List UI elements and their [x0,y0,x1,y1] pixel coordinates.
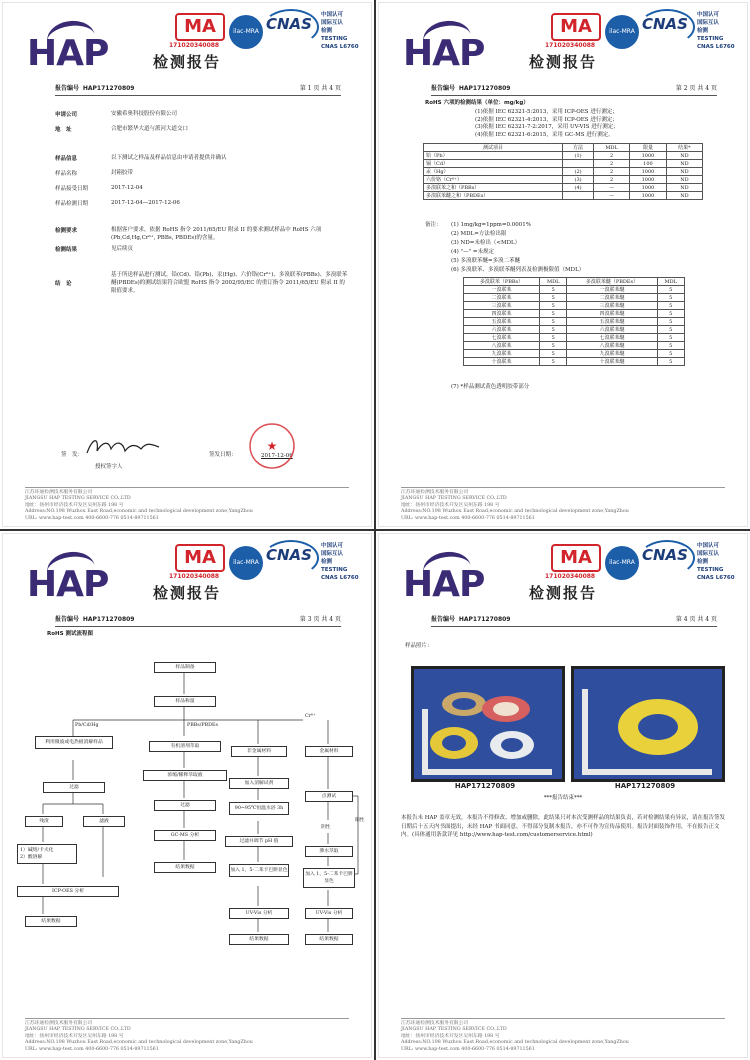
cnas-side-text: 中国认可 国际互认 检测 TESTING CNAS L6760 [697,543,735,581]
cnas-logo: CNAS [642,15,688,33]
flow-metal: 金属材料 [305,746,353,757]
tape-rolls-icon [414,669,562,779]
flow-color-d: 加入 1，5-二苯卡巴肼显色 [229,864,289,877]
table-row: 五溴联苯 5 五溴联苯醚 5 [464,318,685,326]
report-meta: 报告编号 HAP171270809 第 4 页 共 4 页 [431,614,717,627]
ilac-logo: ilac-MRA [229,15,263,49]
hap-logo: HAP [401,21,479,69]
company-stamp-icon [247,421,297,471]
cma-number: 171020340088 [169,42,220,49]
flow-result-e: 结果数据 [305,934,353,945]
flow-solvent-extract: 有机溶剂萃取 [149,741,221,752]
cma-logo: MA [175,13,225,41]
table-row: 镉（Cd） 2 100 ND [424,160,703,168]
flow-filter-a: 过滤 [43,782,105,793]
sample-info-label: 样品信息 [55,156,78,162]
ilac-logo: ilac-MRA [605,15,639,49]
result-label: 检测结果 [55,247,78,253]
receive-date-label: 样品接受日期 [55,186,89,192]
notes-list: (1) 1mg/kg=1ppm=0.0001% (2) MDL=方法检出限 (3) ND=未检出（<MDL） (4) "—" =未规定 (5) 多溴联苯醚=多溴二苯醚 (6) 多溴联苯、多溴联苯醚列表及检测极限值（MDL） [451,222,585,273]
hap-logo: HAP [25,21,103,69]
flow-filtrate: 滤液 [83,816,125,827]
flow-spot-test: 点测试 [305,791,353,802]
flow-water-bath: 90~95℃恒温水浴 3h [229,802,289,815]
report-page-3 [2,533,372,1058]
statement-text: 本报告未 HAP 盖章无效，本报告不得修改、增加或删除，此结果只对本次受测样品的结果负责，若对检测结果有异议，请在报告签发日期后十五天内书面提出，未经 HAP 书面同意，不得部分复制本报告，亦不可作为宣传品使用。报告封面装饰作用，不在报告正文内。(具体通用条款详见 http://www.hap-test.com/customerservice.html) [401,815,725,838]
flow-add-reagent: 加入消解试剂 [229,778,289,789]
test-date-label: 样品检测日期 [55,201,89,207]
report-page-2 [378,2,748,527]
flow-uvvis-e: UV-Vis 分析 [305,908,353,919]
ilac-logo: ilac-MRA [229,546,263,580]
branch-label-brominated: PBBs/PBDEs [187,723,218,728]
flow-positive: 阳性 [355,818,365,823]
flow-negative: 阴性 [321,825,331,830]
branch-label-metals: Pb/Cd/Hg [75,723,99,728]
cnas-side-text: 中国认可 国际互认 检测 TESTING CNAS L6760 [321,12,359,50]
section-title: RoHS 测试流程图 [47,631,93,637]
report-end: ***报告结束*** [543,795,583,801]
sign-label: 签 发： [61,452,84,458]
request-label: 检测要求 [55,228,78,234]
table-row: 九溴联苯 5 九溴联苯醚 5 [464,350,685,358]
branch-label-chromium: Cr⁶⁺ [305,714,316,719]
receive-date-value: 2017-12-04 [111,185,143,191]
report-page-1 [2,2,372,527]
applicant-value: 安徽希奥科技股份有限公司 [111,111,178,117]
flow-result-d: 结果数据 [229,934,289,945]
results-table [423,143,703,200]
flow-uvvis-d: UV-Vis 分析 [229,908,289,919]
cnas-logo: CNAS [266,546,312,564]
cnas-side-text: 中国认可 国际互认 检测 TESTING CNAS L6760 [697,12,735,50]
flow-gc-ms: GC-MS 分析 [154,830,216,841]
cma-number: 171020340088 [169,573,220,580]
table-row: 七溴联苯 5 七溴联苯醚 5 [464,334,685,342]
sample-name-label: 样品名称 [55,171,78,177]
bromine-table [463,277,685,366]
page-number: 第 2 页 共 4 页 [675,85,717,92]
page-footer: 江苏环通检测技术服务有限公司 JIANGSU HAP TESTING SERVICE CO.,LTD 地址：扬州市经济技术开发区吴州东路 198 号 Address:NO.198 Wuzhou East Road,economic and technological development zone,YangZhou URL: www.hap-test.com 400-6600-776 0514-89711561 [25,1018,349,1054]
cma-logo: MA [175,544,225,572]
notes-label: 备注： [425,222,442,228]
flow-nonmetal: 非金属材料 [231,746,287,757]
table-row: 八溴联苯 5 八溴联苯醚 5 [464,342,685,350]
sample-photo-2 [571,666,725,782]
table-row: 十溴联苯 5 十溴联苯醚 5 [464,358,685,366]
note-7: (7) *样品测试黄色透明胶带部分 [451,384,530,390]
flow-concentrate: 浓缩/稀释萃取液 [143,770,227,781]
sample-name-value: 封箱胶带 [111,170,134,176]
signature-icon [83,433,163,461]
result-value: 见后续页 [111,246,134,252]
page-title: 检测报告 [528,53,597,71]
photo-caption-1: HAP171270809 [454,782,516,790]
conclusion-label: 结 论 [55,281,72,287]
table-row: 三溴联苯 5 三溴联苯醚 5 [464,302,685,310]
table-row: 多溴联苯之和（PBBs） (4) — 1000 ND [424,184,703,192]
flow-sample-weigh: 样品称量 [154,696,216,707]
hap-logo: HAP [401,552,479,600]
address-label: 地 址 [55,127,72,133]
table-header-row: 多溴联苯（PBBs） MDL 多溴联苯醚（PBDEs） MDL [464,278,685,286]
horizontal-divider [0,529,750,531]
sample-info-value: 以下测试之样品及样品信息由申请者提供并确认 [111,155,227,161]
page-title: 检测报告 [528,584,597,602]
table-row: 六价铬（Cr⁶⁺） (3) 2 1000 ND [424,176,703,184]
conclusion-value: 基于所送样品进行测试，铅(Cd)、铅(Pb)、汞(Hg)、六价铬(Cr⁶⁺)、多溴联苯(PBBs)、多溴联苯醚(PBDEs)的测试结果符合欧盟 RoHS 指令 2002/95/EC 的重订指令 2011/65/EU 附录 II 的限值要求。 [111,272,348,294]
photo-caption-2: HAP171270809 [614,782,676,790]
page-title: 检测报告 [152,584,221,602]
page-number: 第 3 页 共 4 页 [299,616,341,623]
report-meta: 报告编号 HAP171270809 第 3 页 共 4 页 [55,614,341,627]
hap-logo: HAP [25,552,103,600]
table-header-row: 测试项目 方法 MDL 限量 结果* [424,144,703,152]
table-row: 多溴联苯醚之和（PBDEs） — 1000 ND [424,192,703,200]
table-row: 四溴联苯 5 四溴联苯醚 5 [464,310,685,318]
cma-logo: MA [551,544,601,572]
sign-date-label: 签发日期： [209,452,237,458]
flow-adjust-ph: 过滤并调节 pH 值 [225,836,293,847]
ilac-logo: ilac-MRA [605,546,639,580]
cma-logo: MA [551,13,601,41]
page-footer: 江苏环通检测技术服务有限公司 JIANGSU HAP TESTING SERVICE CO.,LTD 地址：扬州市经济技术开发区吴州东路 198 号 Address:NO.198 Wuzhou East Road,economic and technological development zone,YangZhou URL: www.hap-test.com 400-6600-776 0514-89711561 [401,487,725,523]
flow-boil-extract: 沸水萃取 [305,846,353,857]
cma-number: 171020340088 [545,42,596,49]
flow-color-e: 加入 1，5-二苯卡巴肼显色 [303,868,355,888]
address-value: 合肥市繁华大道与派河大道交口 [111,126,189,132]
sign-date: 2017-12-06 [261,453,293,459]
page-number: 第 4 页 共 4 页 [675,616,717,623]
method-list: (1)依据 IEC 62321-5:2013，采用 ICP-OES 进行测定； (2)依据 IEC 62321-4:2013，采用 ICP-OES 进行测定； (3)依据 IEC 62321-7-2:2017，采用 UV-VIS 进行测定； (4)依据 IEC 62321-6:2015，采用 GC-MS 进行测定。 [475,109,619,138]
cnas-logo: CNAS [266,15,312,33]
flow-residue: 残渣 [25,816,63,827]
table-row: 二溴联苯 5 二溴联苯醚 5 [464,294,685,302]
photo-label: 样品照片： [405,643,433,649]
flow-sample-prep: 样品制备 [154,662,216,673]
page-title: 检测报告 [152,53,221,71]
tape-roll-icon [574,669,722,779]
table-row: 六溴联苯 5 六溴联苯醚 5 [464,326,685,334]
request-value: 根据客户要求，依据 RoHS 指令 2011/65/EU 附录 II 的要求测试样品中 RoHS 六项(Pb,Cd,Hg,Cr⁶⁺, PBBs, PBDEs)的含量。 [111,227,322,241]
report-meta: 报告编号 HAP171270809 第 2 页 共 4 页 [431,83,717,96]
table-row: 一溴联苯 5 一溴联苯醚 5 [464,286,685,294]
applicant-label: 申请公司 [55,112,78,118]
report-page-4 [378,533,748,1058]
svg-text:★: ★ [266,439,278,453]
table-row: 铅（Pb） (1) 2 1000 ND [424,152,703,160]
cma-number: 171020340088 [545,573,596,580]
sample-photo-1 [411,666,565,782]
test-date-value: 2017-12-04—2017-12-06 [111,200,180,206]
cnas-side-text: 中国认可 国际互认 检测 TESTING CNAS L6760 [321,543,359,581]
page-number: 第 1 页 共 4 页 [299,85,341,92]
flow-icp-oes: ICP-OES 分析 [17,886,119,897]
flow-result-a: 结果数据 [25,916,77,927]
page-footer: 江苏环通检测技术服务有限公司 JIANGSU HAP TESTING SERVICE CO.,LTD 地址：扬州市经济技术开发区吴州东路 198 号 Address:NO.198 Wuzhou East Road,economic and technological development zone,YangZhou URL: www.hap-test.com 400-6600-776 0514-89711561 [25,487,349,523]
section-title: RoHS 六项的检测结果（单位：mg/kg） [425,100,529,106]
flow-result-c: 结果数据 [154,862,216,873]
cnas-logo: CNAS [642,546,688,564]
report-meta: 报告编号 HAP171270809 第 1 页 共 4 页 [55,83,341,96]
flow-alkali-fusion: 1）碱熔/卡夫化 2）酸溶解 [17,844,77,864]
sign-role: 授权签字人 [95,464,123,470]
page-footer: 江苏环通检测技术服务有限公司 JIANGSU HAP TESTING SERVICE CO.,LTD 地址：扬州市经济技术开发区吴州东路 198 号 Address:NO.198 Wuzhou East Road,economic and technological development zone,YangZhou URL: www.hap-test.com 400-6600-776 0514-89711561 [401,1018,725,1054]
flow-filter-c: 过滤 [154,800,216,811]
table-row: 汞（Hg） (2) 2 1000 ND [424,168,703,176]
flow-digestion: 利用微波或电热板消解样品 [35,736,113,749]
